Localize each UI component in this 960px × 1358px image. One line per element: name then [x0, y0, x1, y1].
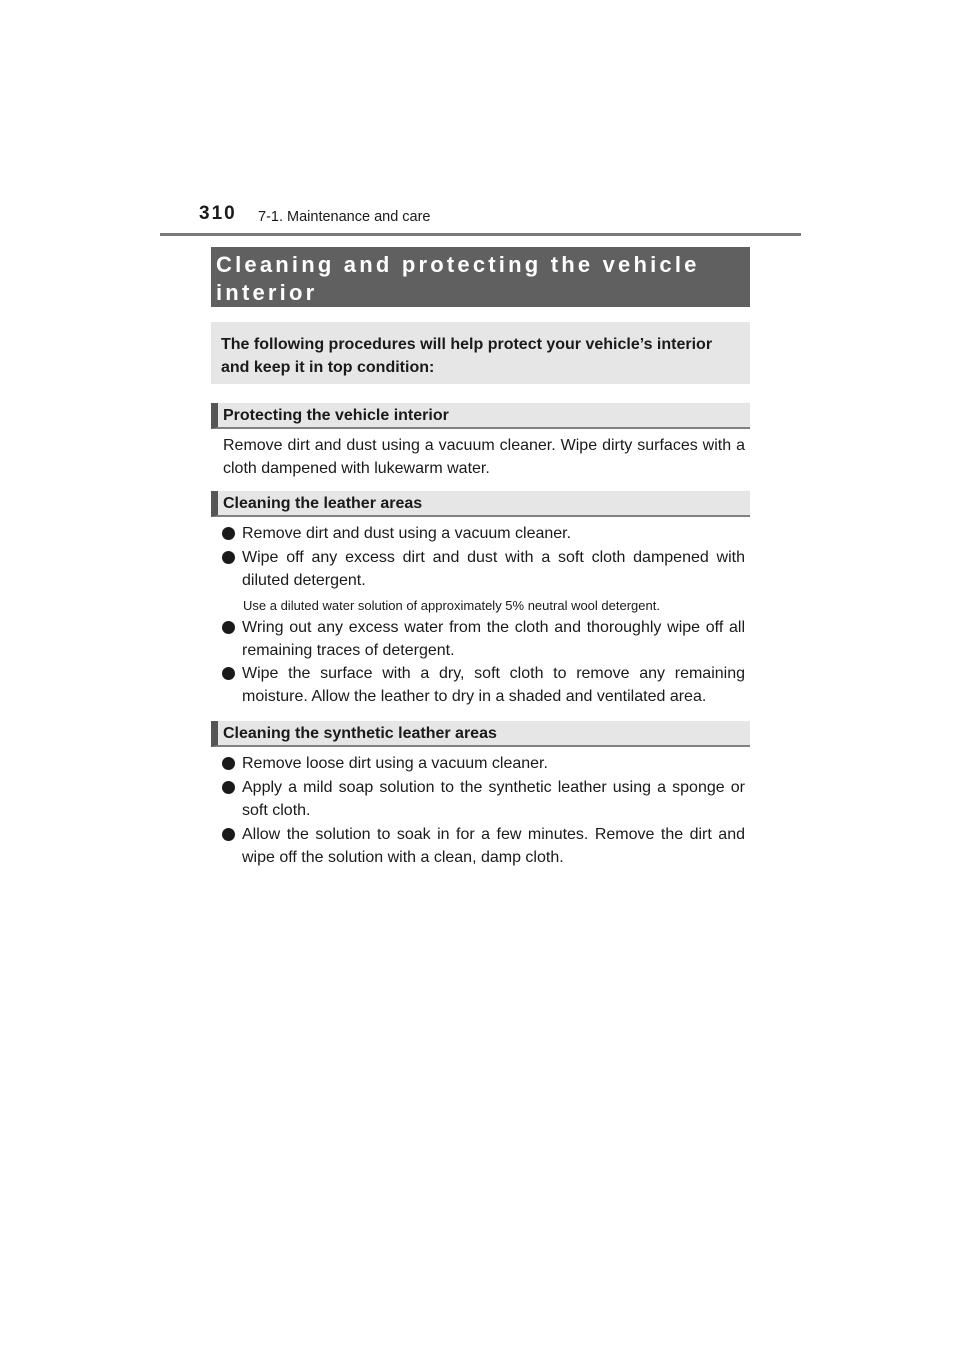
bullet-icon — [222, 828, 235, 841]
list-item-text: Remove loose dirt using a vacuum cleaner. — [242, 755, 548, 772]
subheading-synthetic — [211, 721, 750, 747]
subheading-leather-label: Cleaning the leather areas — [223, 495, 423, 512]
list-item — [222, 522, 745, 545]
list-item-text: Wring out any excess water from the cloth and thoroughly wipe off all remaining traces of detergent. — [242, 619, 745, 659]
intro-text: The following procedures will help protect your vehicle’s interior and keep it in top condition: — [221, 336, 713, 376]
bullet-icon — [222, 551, 235, 564]
leather-note: Use a diluted water solution of approximately 5% neutral wool detergent. — [243, 598, 660, 613]
list-item — [222, 546, 745, 592]
list-item — [222, 752, 745, 775]
list-item — [222, 776, 745, 822]
bullet-icon — [222, 667, 235, 680]
title-box — [211, 247, 750, 307]
section-label: 7-1. Maintenance and care — [258, 209, 431, 225]
list-item — [222, 616, 745, 662]
bullet-icon — [222, 621, 235, 634]
bullet-icon — [222, 527, 235, 540]
bullet-icon — [222, 757, 235, 770]
list-item-text: Allow the solution to soak in for a few minutes. Remove the dirt and wipe off the solution with a clean, damp cloth. — [242, 826, 745, 866]
list-item-text: Remove dirt and dust using a vacuum cleaner. — [242, 525, 572, 542]
bullet-icon — [222, 781, 235, 794]
list-item-text: Wipe off any excess dirt and dust with a soft cloth dampened with diluted detergent. — [242, 549, 745, 589]
header-rule — [160, 233, 801, 236]
page-number: 310 — [199, 203, 237, 224]
list-item-text: Apply a mild soap solution to the synthetic leather using a sponge or soft cloth. — [242, 779, 745, 819]
list-item — [222, 823, 745, 869]
subheading-leather — [211, 491, 750, 517]
subheading-protecting-label: Protecting the vehicle interior — [223, 407, 449, 424]
subheading-protecting — [211, 403, 750, 429]
page-title: Cleaning and protecting the vehicle interior — [216, 252, 700, 305]
intro-box — [211, 322, 750, 384]
list-item — [222, 662, 745, 708]
subheading-synthetic-label: Cleaning the synthetic leather areas — [223, 725, 497, 742]
list-item-text: Wipe the surface with a dry, soft cloth to remove any remaining moisture. Allow the leather to dry in a shaded and ventilated area. — [242, 665, 745, 705]
protecting-text: Remove dirt and dust using a vacuum cleaner. Wipe dirty surfaces with a cloth dampened with lukewarm water. — [223, 437, 745, 477]
